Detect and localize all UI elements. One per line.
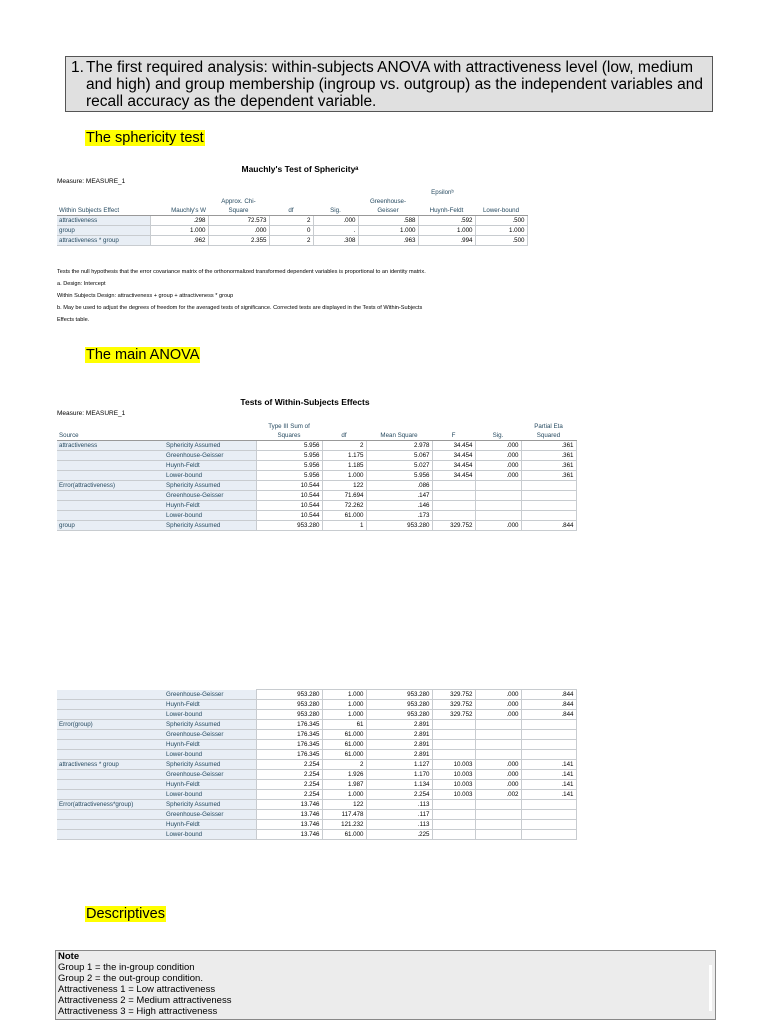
table-row [57, 511, 576, 521]
cell-ms: 5.027 [366, 461, 432, 471]
table-row [57, 830, 576, 840]
table-row [57, 710, 576, 720]
table-row [57, 481, 576, 491]
cell-corr: Greenhouse-Geisser [164, 451, 256, 461]
cell-corr: Huynh-Feldt [164, 780, 256, 790]
cell-corr: Huynh-Feldt [164, 700, 256, 710]
cell-ms: 2.254 [366, 790, 432, 800]
cell-corr: Greenhouse-Geisser [164, 770, 256, 780]
cell-source [57, 511, 164, 521]
cell-sig [475, 810, 521, 820]
table-row: attractiveness * group .962 2.355 2 .308 .963 .994 .500 [57, 236, 527, 246]
cell-eta: .361 [521, 461, 576, 471]
cell-eta [521, 501, 576, 511]
cell-source [57, 501, 164, 511]
f-header: F [432, 431, 475, 441]
cell-df: 122 [322, 481, 366, 491]
cell-source [57, 810, 164, 820]
cell-sig: .000 [475, 471, 521, 481]
cell-corr: Greenhouse-Geisser [164, 730, 256, 740]
table-row [57, 690, 576, 700]
footnote-line: b. May be used to adjust the degrees of freedom for the averaged tests of significance. Corrected tests are displayed in the Tests of Within-Subjects [57, 305, 423, 311]
cell-ms: 2.978 [366, 441, 432, 451]
cell-eta [521, 830, 576, 840]
table-row [57, 770, 576, 780]
table-row [57, 810, 576, 820]
effect-header: Within Subjects Effect [57, 206, 150, 216]
table-row [57, 521, 576, 531]
table-row [57, 491, 576, 501]
cell-sig: .000 [475, 700, 521, 710]
ms-header: Mean Square [366, 431, 432, 441]
cell-df: 61 [322, 720, 366, 730]
cell-f: 329.752 [432, 521, 475, 531]
cell-f: 329.752 [432, 690, 475, 700]
cell-sig [475, 720, 521, 730]
cell-ss: 953.280 [256, 690, 322, 700]
table-row [57, 750, 576, 760]
cell-source [57, 830, 164, 840]
sig-header: Sig. [313, 206, 358, 216]
cell-source [57, 790, 164, 800]
cell-ms: 953.280 [366, 710, 432, 720]
mauchly-table [57, 188, 528, 246]
cell-f: 10.003 [432, 770, 475, 780]
note-line: Attractiveness 3 = High attractiveness [58, 1006, 218, 1017]
cell-eta [521, 730, 576, 740]
cell-df: 1.000 [322, 710, 366, 720]
cell-f: 329.752 [432, 710, 475, 720]
cell-source [57, 770, 164, 780]
cell-df: 72.262 [322, 501, 366, 511]
sig-header: Sig. [475, 431, 521, 441]
cell-eta [521, 511, 576, 521]
ss-header-1: Type III Sum of [268, 423, 310, 430]
cell-df: 1.000 [322, 790, 366, 800]
cell-ss: 176.345 [256, 750, 322, 760]
cell-f [432, 750, 475, 760]
table-row [57, 780, 576, 790]
cell-f: 10.003 [432, 790, 475, 800]
cell-source [57, 750, 164, 760]
cell-source: attractiveness * group [57, 760, 164, 770]
cell-eta: .141 [521, 770, 576, 780]
df-header: df [269, 206, 313, 216]
cell-ms: .117 [366, 810, 432, 820]
cell-sig [475, 800, 521, 810]
cell-sig: .000 [475, 441, 521, 451]
cell-df: 1.185 [322, 461, 366, 471]
cell-df: 117.478 [322, 810, 366, 820]
cell-source: Error(group) [57, 720, 164, 730]
cell-eta: .844 [521, 521, 576, 531]
cell-ms: 2.891 [366, 730, 432, 740]
cell-df: 1.987 [322, 780, 366, 790]
table-row [57, 471, 576, 481]
lb-header: Lower-bound [475, 206, 527, 216]
cell-ms: 953.280 [366, 521, 432, 531]
cell-source: attractiveness [57, 441, 164, 451]
cell-corr: Lower-bound [164, 790, 256, 800]
cell-eta: .844 [521, 690, 576, 700]
cell-corr: Lower-bound [164, 830, 256, 840]
footnote-line: Tests the null hypothesis that the error covariance matrix of the orthonormalized transformed dependent variables is proportional to an identity matrix. [57, 269, 426, 275]
question-text: The first required analysis: within-subjects ANOVA with attractiveness level (low, medium and high) and group membership (ingroup vs. outgroup) as the independent variables and recall accuracy as the dependent variable. [86, 59, 703, 110]
cell-ss: 13.746 [256, 800, 322, 810]
cell-eta [521, 750, 576, 760]
cell-df: 1 [322, 521, 366, 531]
cell-ms: 1.170 [366, 770, 432, 780]
cell-ss: 176.345 [256, 720, 322, 730]
cell-f [432, 810, 475, 820]
cell-df: 1.000 [322, 690, 366, 700]
cell-eta [521, 740, 576, 750]
cell-eta: .141 [521, 780, 576, 790]
cell-ss: 10.544 [256, 501, 322, 511]
cell-ms: 2.891 [366, 720, 432, 730]
mauchly-footnotes [57, 266, 717, 326]
table-row [57, 461, 576, 471]
cell-f [432, 491, 475, 501]
cell-ss: 953.280 [256, 700, 322, 710]
note-line: Group 1 = the in-group condition [58, 962, 195, 973]
cell-df: 61.000 [322, 750, 366, 760]
cell-sig [475, 820, 521, 830]
cell-sig: .000 [475, 461, 521, 471]
cell-ms: .113 [366, 820, 432, 830]
cell-source [57, 690, 164, 700]
cell-source [57, 461, 164, 471]
cell-corr: Lower-bound [164, 710, 256, 720]
note-line: Attractiveness 2 = Medium attractiveness [58, 995, 232, 1006]
cell-f [432, 830, 475, 840]
cell-source [57, 780, 164, 790]
cell-f [432, 740, 475, 750]
cell-f [432, 820, 475, 830]
cell-f: 10.003 [432, 760, 475, 770]
cell-ss: 2.254 [256, 790, 322, 800]
cell-df: 122 [322, 800, 366, 810]
cell-f [432, 800, 475, 810]
cell-corr: Huynh-Feldt [164, 461, 256, 471]
table-row [57, 720, 576, 730]
cell-f: 34.454 [432, 461, 475, 471]
cell-ms: 1.127 [366, 760, 432, 770]
cell-source: Error(attractiveness) [57, 481, 164, 491]
chi-header-2: Square [208, 206, 269, 216]
cell-eta: .361 [521, 451, 576, 461]
cell-sig [475, 740, 521, 750]
cell-ss: 10.544 [256, 491, 322, 501]
cell-corr: Greenhouse-Geisser [164, 690, 256, 700]
mauchly-measure: Measure: MEASURE_1 [57, 178, 126, 185]
anova-measure: Measure: MEASURE_1 [57, 410, 126, 417]
cell-sig [475, 750, 521, 760]
cell-ss: 2.254 [256, 770, 322, 780]
cell-eta: .844 [521, 710, 576, 720]
cell-ss: 13.746 [256, 820, 322, 830]
w-header: Mauchly's W [150, 206, 208, 216]
cell-f: 329.752 [432, 700, 475, 710]
cell-corr: Greenhouse-Geisser [164, 810, 256, 820]
cell-ms: 953.280 [366, 700, 432, 710]
note-title: Note [58, 951, 80, 962]
cell-f [432, 511, 475, 521]
cell-source [57, 491, 164, 501]
epsilon-header: Epsilonᵇ [431, 189, 454, 196]
eta-header-1: Partial Eta [534, 423, 563, 430]
cell-eta: .141 [521, 760, 576, 770]
cell-ms: .146 [366, 501, 432, 511]
cell-eta: .844 [521, 700, 576, 710]
cell-df: 2 [322, 441, 366, 451]
cell-df: 61.000 [322, 730, 366, 740]
table-row [57, 820, 576, 830]
cell-ms: 1.134 [366, 780, 432, 790]
question-box [65, 56, 713, 112]
table-row [57, 730, 576, 740]
sphericity-heading: The sphericity test [86, 130, 204, 146]
table-row [57, 501, 576, 511]
cell-sig: .000 [475, 780, 521, 790]
cell-df: 1.000 [322, 471, 366, 481]
anova-heading: The main ANOVA [86, 347, 200, 363]
cell-ms: 2.891 [366, 750, 432, 760]
cell-source [57, 700, 164, 710]
cell-ss: 2.254 [256, 780, 322, 790]
cell-ms: 953.280 [366, 690, 432, 700]
cell-sig [475, 730, 521, 740]
mauchly-title: Mauchly's Test of Sphericityᵃ [241, 164, 359, 174]
table-row [57, 800, 576, 810]
cell-sig: .000 [475, 521, 521, 531]
cell-df: 71.694 [322, 491, 366, 501]
note-line: Attractiveness 1 = Low attractiveness [58, 984, 216, 995]
descriptives-heading: Descriptives [86, 906, 165, 922]
cell-sig: .000 [475, 690, 521, 700]
source-header: Source [57, 431, 164, 441]
cell-f [432, 730, 475, 740]
cell-ss: 13.746 [256, 830, 322, 840]
cell-corr: Huynh-Feldt [164, 740, 256, 750]
cell-corr: Huynh-Feldt [164, 820, 256, 830]
cell-df: 2 [322, 760, 366, 770]
cell-ms: .225 [366, 830, 432, 840]
table-row [57, 700, 576, 710]
cell-eta [521, 810, 576, 820]
table-row [57, 790, 576, 800]
cell-df: 61.000 [322, 740, 366, 750]
cell-f: 34.454 [432, 451, 475, 461]
cell-ss: 953.280 [256, 521, 322, 531]
anova-title: Tests of Within-Subjects Effects [240, 397, 370, 407]
table-row [57, 451, 576, 461]
cell-corr: Sphericity Assumed [164, 481, 256, 491]
df-header: df [322, 431, 366, 441]
cell-df: 1.000 [322, 700, 366, 710]
cell-source [57, 820, 164, 830]
cell-sig: .000 [475, 760, 521, 770]
table-row [57, 740, 576, 750]
footnote-line: Within Subjects Design: attractiveness + group + attractiveness * group [57, 293, 234, 299]
cell-source: Error(attractiveness*group) [57, 800, 164, 810]
scroll-marker [709, 965, 712, 1011]
cell-ss: 5.956 [256, 441, 322, 451]
cell-corr: Lower-bound [164, 471, 256, 481]
cell-eta [521, 720, 576, 730]
cell-ss: 13.746 [256, 810, 322, 820]
cell-corr: Sphericity Assumed [164, 760, 256, 770]
cell-df: 61.000 [322, 830, 366, 840]
cell-sig: .000 [475, 770, 521, 780]
note-line: Group 2 = the out-group condition. [58, 973, 203, 984]
cell-df: 121.232 [322, 820, 366, 830]
cell-corr: Lower-bound [164, 750, 256, 760]
cell-corr: Sphericity Assumed [164, 720, 256, 730]
cell-sig [475, 491, 521, 501]
table-row: attractiveness .298 72.573 2 .000 .588 .592 .500 [57, 216, 527, 226]
eta-header-2: Squared [521, 431, 576, 441]
ss-header-2: Squares [256, 431, 322, 441]
cell-corr: Sphericity Assumed [164, 441, 256, 451]
cell-source [57, 710, 164, 720]
cell-source [57, 451, 164, 461]
cell-corr: Lower-bound [164, 511, 256, 521]
cell-ms: 5.956 [366, 471, 432, 481]
footnote-line: a. Design: Intercept [57, 281, 106, 287]
cell-source [57, 740, 164, 750]
cell-ss: 10.544 [256, 481, 322, 491]
cell-eta [521, 800, 576, 810]
cell-f: 34.454 [432, 471, 475, 481]
cell-df: 1.926 [322, 770, 366, 780]
cell-sig [475, 481, 521, 491]
cell-eta: .361 [521, 471, 576, 481]
table-row: group 1.000 .000 0 . 1.000 1.000 1.000 [57, 226, 527, 236]
cell-source: group [57, 521, 164, 531]
cell-ms: .147 [366, 491, 432, 501]
cell-corr: Huynh-Feldt [164, 501, 256, 511]
hf-header: Huynh-Feldt [418, 206, 475, 216]
cell-eta: .141 [521, 790, 576, 800]
cell-ss: 5.956 [256, 461, 322, 471]
cell-eta [521, 481, 576, 491]
cell-corr: Greenhouse-Geisser [164, 491, 256, 501]
cell-sig [475, 830, 521, 840]
cell-ms: 2.891 [366, 740, 432, 750]
cell-corr: Sphericity Assumed [164, 521, 256, 531]
cell-ms: 5.067 [366, 451, 432, 461]
cell-sig [475, 501, 521, 511]
cell-sig [475, 511, 521, 521]
question-number: 1. [71, 59, 84, 76]
table-row [57, 441, 576, 451]
cell-df: 61.000 [322, 511, 366, 521]
chi-header-1: Approx. Chi- [221, 198, 256, 205]
cell-f [432, 501, 475, 511]
cell-ms: .086 [366, 481, 432, 491]
cell-source [57, 730, 164, 740]
cell-f [432, 720, 475, 730]
cell-eta [521, 820, 576, 830]
cell-ss: 176.345 [256, 730, 322, 740]
cell-ms: .113 [366, 800, 432, 810]
cell-sig: .002 [475, 790, 521, 800]
cell-eta [521, 491, 576, 501]
cell-ss: 2.254 [256, 760, 322, 770]
anova-table-top [57, 422, 577, 531]
cell-sig: .000 [475, 710, 521, 720]
cell-f [432, 481, 475, 491]
gg-header-2: Geisser [358, 206, 418, 216]
cell-ss: 176.345 [256, 740, 322, 750]
cell-sig: .000 [475, 451, 521, 461]
table-row [57, 760, 576, 770]
cell-ms: .173 [366, 511, 432, 521]
cell-f: 10.003 [432, 780, 475, 790]
cell-df: 1.175 [322, 451, 366, 461]
cell-ss: 5.956 [256, 471, 322, 481]
anova-table-bottom [57, 689, 577, 840]
cell-eta: .361 [521, 441, 576, 451]
cell-corr: Sphericity Assumed [164, 800, 256, 810]
cell-f: 34.454 [432, 441, 475, 451]
cell-source [57, 471, 164, 481]
note-box [55, 950, 716, 1020]
footnote-line: Effects table. [57, 317, 90, 323]
gg-header-1: Greenhouse- [369, 198, 407, 205]
cell-ss: 953.280 [256, 710, 322, 720]
cell-ss: 5.956 [256, 451, 322, 461]
cell-ss: 10.544 [256, 511, 322, 521]
